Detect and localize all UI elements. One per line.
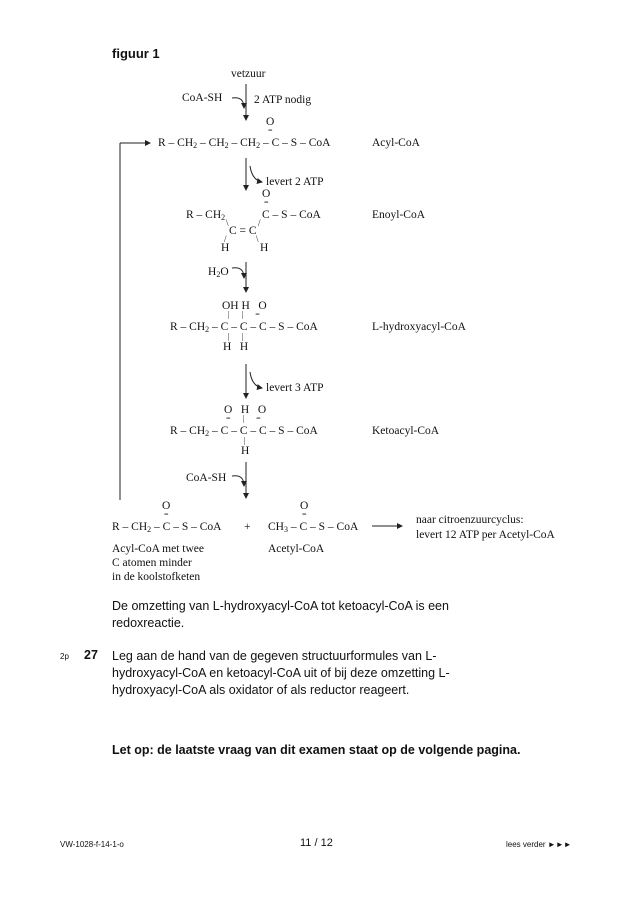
enoyl-h1: H <box>221 242 230 254</box>
product1-double: = <box>164 510 169 519</box>
keto-top: O H O <box>224 404 267 416</box>
acyl-short-line-2: C atomen minder <box>112 557 192 569</box>
hydroxy-bonds-top: | | = <box>228 310 260 319</box>
notice: Let op: de laatste vraag van dit examen staat op de volgende pagina. <box>112 743 521 757</box>
page-number: 11 / 12 <box>300 837 333 849</box>
enoyl-bond-r: / <box>258 218 261 228</box>
acyl-short-line-1: Acyl-CoA met twee <box>112 543 204 555</box>
keto-bonds-top: = | = <box>226 414 261 423</box>
acetyl-formula: $CH_3$ – C – S – CoA <box>268 521 359 534</box>
enoyl-cc: C = C <box>229 225 257 237</box>
keto-bottom: H <box>241 445 250 457</box>
hydroxyacyl-coa-name: L-hydroxyacyl-CoA <box>372 321 466 333</box>
enoyl-double-bond-o: = <box>264 198 269 207</box>
yields-3-atp-label: levert 3 ATP <box>266 382 324 394</box>
product1-o: O <box>162 500 171 512</box>
question-number: 27 <box>84 648 98 662</box>
acetyl-coa-name: Acetyl-CoA <box>268 543 325 555</box>
figure-title: figuur 1 <box>112 46 160 61</box>
exam-code: VW-1028-f-14-1-o <box>60 840 124 849</box>
keto-formula: R – $CH_2$ – C – C – C – S – CoA <box>170 425 318 438</box>
citric-line-1: naar citroenzuurcyclus: <box>416 514 524 526</box>
enoyl-bond-h2: \ <box>256 234 259 244</box>
coa-sh-label: CoA-SH <box>182 92 223 104</box>
question-text: Leg aan de hand van de gegeven structuurformules van L-hydroxyacyl-CoA en ketoacyl-CoA uit of bij deze omzetting L-hydroxyacyl-CoA als oxidator of als reductor reageert. <box>112 649 450 697</box>
enoyl-left: R – $CH_2$ <box>186 209 226 222</box>
plus-sign: + <box>244 521 251 533</box>
enoyl-h2: H <box>260 242 269 254</box>
product2-o: O <box>300 500 309 512</box>
acyl-coa-name: Acyl-CoA <box>372 137 420 149</box>
citric-line-2: levert 12 ATP per Acetyl-CoA <box>416 529 555 541</box>
enoyl-bond-h1: / <box>224 234 227 244</box>
points-label: 2p <box>60 652 69 661</box>
acyl-short-line-3: in de koolstofketen <box>112 571 201 583</box>
next-page-indicator: lees verder ►►► <box>506 840 572 849</box>
enoyl-right: C – S – CoA <box>262 209 321 221</box>
ketoacyl-coa-name: Ketoacyl-CoA <box>372 425 440 437</box>
coa-sh-label-2: CoA-SH <box>186 472 227 484</box>
fatty-acid-label: vetzuur <box>231 68 266 80</box>
intro-paragraph: De omzetting van L-hydroxyacyl-CoA tot ketoacyl-CoA is een redoxreactie. <box>112 599 449 630</box>
acyl-double-bond: = <box>268 126 273 135</box>
hydroxy-top: OH H O <box>222 300 267 312</box>
acyl-o: O <box>266 116 275 128</box>
product1-formula: R – $CH_2$ – C – S – CoA <box>112 521 222 534</box>
keto-bonds-bottom: | <box>244 436 246 445</box>
water-label: $H_2O$ <box>208 266 229 279</box>
yields-2-atp-label: levert 2 ATP <box>266 176 324 188</box>
hydroxy-bottom: H H <box>223 341 249 353</box>
atp-needed-label: 2 ATP nodig <box>254 94 312 106</box>
product2-double: = <box>302 510 307 519</box>
acyl-coa-formula: R – $CH_2 - CH_2 - CH_2$ – C – S – CoA <box>158 137 331 150</box>
enoyl-bond-l: \ <box>226 218 229 228</box>
enoyl-o: O <box>262 188 271 200</box>
enoyl-coa-name: Enoyl-CoA <box>372 209 426 221</box>
hydroxy-bonds-bottom: | | <box>228 332 244 341</box>
hydroxy-formula: R – $CH_2$ – C – C – C – S – CoA <box>170 321 318 334</box>
